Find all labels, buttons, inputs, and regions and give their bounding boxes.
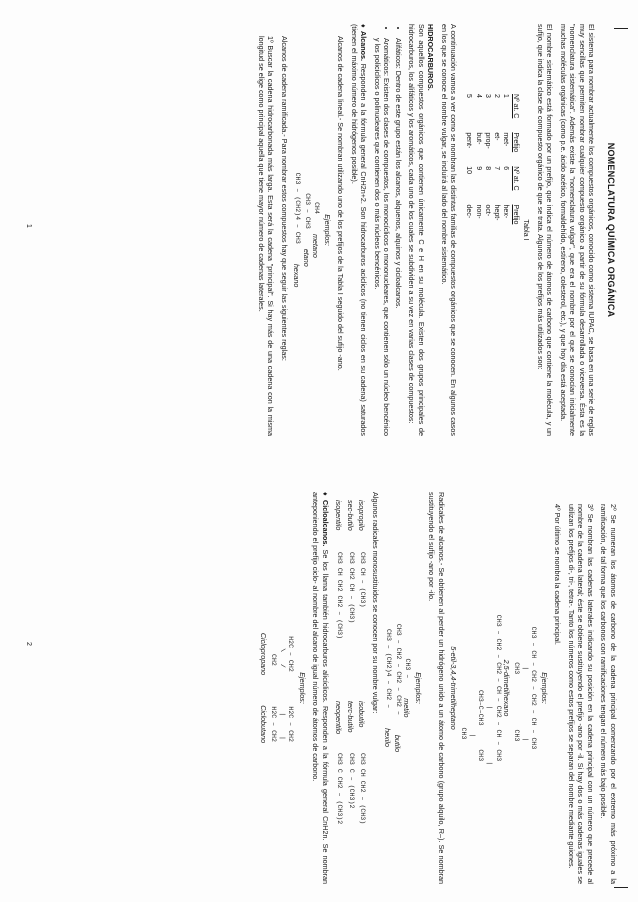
alcanos-ramificados: Alcanos de cadena ramificada.- Para nombrar estos compuestos hay que seguir las siguientes reglas:: [279, 36, 289, 361]
table-caption: Tabla I: [522, 219, 532, 241]
table-header-cell: Prefijo: [511, 132, 519, 153]
table-cell: oct-: [483, 204, 491, 217]
radical-name: neopentilo: [334, 701, 344, 735]
compound-name: hexano: [292, 263, 302, 288]
table-cell: hex-: [502, 204, 510, 219]
cyclo-item: [259, 705, 295, 743]
branched-examples: [449, 492, 549, 884]
table-header-cell: Prefijo: [511, 204, 519, 225]
intro-paragraph-1: El sistema para nombrar actualmente los compuestos orgánicos, conocido como sistema IUPAC, se basa en una serie de reglas muy sencillas que permiten nombrar cualquier compuesto orgánico a partir de su fórmula desarrollada o viceversa. Ésta es la "nomenclatura sistemática". Además existe la "nomenclatura vulgar", que era el nombre por el que se conocían inicialmente muchas moléculas orgánicas (como p.e. ácido acético, formaldehído, estireno, colesterol, etc.), y que hoy día está aceptada.: [558, 24, 597, 436]
cyclo-item: [259, 633, 295, 675]
compound-name: metano: [311, 233, 321, 258]
table-header-cell: Nº at. C: [511, 166, 519, 191]
table-header-cell: Nº at. C: [511, 94, 519, 119]
radicales-paragraph: Radicales de alcanos.- Se obtienen al perder un hidrógeno unido a un átomo de carbono (grupo alquilo, R–). Se nombran sustituyendo el sufijo -ano por -ilo.: [427, 492, 446, 884]
formula: CH3 – (CH2)4 – CH2 –: [385, 629, 393, 709]
example-row: [311, 24, 321, 436]
formula: CH3 – CH2 – CH2 – CH2 –: [394, 623, 402, 715]
table-row: [464, 94, 473, 238]
examples-label: Ejemplos:: [322, 214, 332, 246]
vulgar-radicals-grid: [334, 500, 367, 884]
compound-name: etano: [301, 248, 311, 267]
formula: CH3 CH2 CH – (CH3): [347, 552, 355, 624]
regla-2: 2º Se numeran los átomos de carbono de la cadena principal comenzando por el extremo más próximo a la ramificación, de tal forma que los carbonos con ramificaciones tengan el número más bajo posible.: [599, 504, 618, 884]
structural-formula: CH3 – CH2 – CH2 – CH – CH2 – CH – CH3 | | CH3–C–CH3 CH3 | CH3: [460, 614, 502, 766]
hidrocarburos-text: Son aquellos compuestos orgánicos que contienen únicamente C e H en su molécula. Existen dos grupos principales de hidrocarburos, los alifáticos y los aromáticos, cada uno de los cuales se subdividen a su vez en varias clases de compuestos:: [407, 24, 426, 436]
regla-4: 4º Por último se nombra la cadena principal.: [553, 504, 563, 645]
list-item: [345, 500, 355, 683]
table-header-row: [510, 94, 519, 238]
cicloalcanos-text: Se los llama también hidrocarburos alicíclicos. Responden a la fórmula general CnH2n. Se nombran anteponiendo el prefijo ciclo- al nombre del alcano de igual número de átomos de carbono.: [311, 492, 330, 884]
page-number-left: 1: [25, 224, 32, 228]
alcanos-lineales: Alcanos de cadena lineal.- Se nombran utilizando uno de los prefijos de la Tabla I seguido del sufijo -ano.: [336, 36, 346, 371]
table-cell: 4: [474, 94, 482, 98]
cyclo-examples: [259, 492, 307, 884]
table-cell: dec-: [465, 204, 473, 219]
table-cell: 2: [493, 94, 501, 98]
compound-name: hexilo: [383, 728, 393, 747]
vulgar-names-paragraph: Algunos radicales monosustituidos se conocen por su nombre vulgar:: [370, 492, 380, 714]
cyclo-row: [259, 492, 295, 884]
list-item: [334, 701, 344, 884]
right-page: [25, 492, 618, 884]
table-cell: met-: [502, 132, 510, 147]
examples-label: Ejemplos:: [297, 672, 307, 704]
example-row: [402, 492, 412, 884]
table-row: [473, 94, 482, 238]
table-cell: 5: [465, 94, 473, 98]
table-row: [492, 94, 501, 238]
table-row: [501, 94, 510, 238]
compound-name: 5-etil-3,4,4-trimetilheptano: [449, 646, 459, 730]
table-cell: 8: [483, 166, 491, 171]
list-item: [345, 701, 355, 884]
list-item: [334, 500, 344, 683]
table-cell: pent-: [465, 132, 473, 149]
table-cell: 7: [493, 166, 501, 171]
table-row: [483, 94, 492, 238]
example-row: [292, 24, 302, 436]
table-cell: 1: [502, 94, 510, 98]
page-number-right: 2: [25, 642, 32, 646]
formula: CH3 C – (CH3)2: [347, 753, 355, 809]
formula: CH3 C CH2 – (CH3)2: [336, 753, 344, 825]
list-item: [357, 500, 367, 683]
hidrocarburos-heading: HIDROCARBUROS.: [426, 24, 436, 91]
prefix-table: [464, 94, 519, 238]
table-cell: hept-: [493, 204, 501, 221]
table-cell: 3: [483, 94, 491, 98]
radical-name: isobutilo: [357, 701, 367, 728]
structural-formula: CH3 – CH – CH2 – CH2 – CH – CH3 | | CH3 CH3: [513, 626, 538, 750]
radical-examples: [383, 492, 423, 884]
hidrocarburos-list: [372, 24, 403, 436]
examples-label: Ejemplos:: [540, 672, 549, 704]
table-cell: non-: [474, 204, 482, 219]
table-cell: 10: [465, 166, 473, 174]
table-cell: et-: [493, 132, 501, 141]
radical-name: isopentilo: [334, 500, 344, 531]
alcanos-examples: [292, 24, 332, 436]
formula: CH4: [313, 202, 321, 214]
example-row: [392, 492, 402, 884]
regla-1: 1º Buscar la cadena hidrocarbonada más larga. Esta será la cadena "principal". Si hay más de una cadena con la misma longitud se elige como principal aquella que tiene mayor número de cadenas laterales.: [256, 36, 276, 436]
regla-3: 3º Se nombran las cadenas laterales indicando su posición en la cadena principal con un número que precede al nombre de la cadena lateral; éste se obtiene sustituyendo el prefijo -ano por -il. Si hay dos o más cadenas iguales se utilizan los prefijos di-, tri-, tetra-. Tanto los números como estos prefijos se separan del nombre mediante guiones.: [567, 504, 595, 884]
table-cell: 9: [474, 166, 482, 171]
radical-name: isopropilo: [357, 500, 367, 531]
left-page: [25, 24, 618, 437]
compound-name: 2,5-dimetilhexano: [502, 659, 512, 717]
list-item: • Aromáticos: Existen dos clases de compuestos, los monocíclicos o mononucleares, que contienen sólo un núcleo bencénico y los policíclicos o polinucleares que contienen dos o más núcleos bencénicos.: [372, 38, 391, 436]
radical-name: terc-butilo: [345, 701, 355, 733]
cicloalcanos-heading: Cicloalcanos.: [320, 500, 330, 547]
formula: CH3 CH CH2 – (CH3): [359, 753, 367, 825]
alcanos-text: Responden a la fórmula general CnH2n+2. Son hidrocarburos acíclicos (no tienen ciclos en su cadena) saturados (tienen el máximo número de hidrógenos posible).: [349, 24, 369, 437]
intro-paragraph-2: El nombre sistemático está formado por un prefijo, que indica el número de átomos de carbono que contiene la molécula, y un sufijo, que indica la clase de compuesto orgánico de que se trata. Algunos de los prefijos más utilizados son:: [535, 24, 555, 436]
table-cell: 6: [502, 166, 510, 171]
structural-formula: H2C – CH2 | | H2C – CH2: [269, 706, 295, 742]
compound-name: metilo: [402, 698, 412, 718]
table-cell: prop-: [483, 132, 491, 149]
compound-name: butilo: [392, 734, 402, 753]
list-item: [357, 701, 367, 884]
alcanos-heading: Alcanos.: [359, 31, 369, 61]
list-item: • Alifáticos: Dentro de este grupo están los alcanos, alquenos, alquinos y cicloalcanos.: [393, 38, 403, 436]
table-cell: but-: [474, 132, 482, 145]
example-row: [301, 24, 311, 436]
families-paragraph: A continuación vamos a ver como se nombran las distintas familias de compuestos orgánicos que se conocen. En algunos casos en los que se conoce el nombre vulgar, se incluirá al lado del nombre sistemático.: [439, 24, 459, 436]
formula: CH3 – CH3: [303, 193, 311, 229]
compound-name: Ciclobutano: [259, 705, 269, 744]
alcanos-paragraph: ♦ Alcanos. Responden a la fórmula general CnH2n+2. Son hidrocarburos acíclicos (no tienen ciclos en su cadena) saturados (tienen el máximo número de hidrógenos posible).: [349, 24, 369, 437]
examples-label: Ejemplos:: [413, 672, 423, 704]
formula: CH3 –: [404, 658, 412, 679]
cicloalcanos-paragraph: ♦ Cicloalcanos. Se los llama también hidrocarburos alicíclicos. Responden a la fórmula general CnH2n. Se nombran anteponiendo el prefijo ciclo- al nombre del alcano de igual número de átomos de carbono.: [311, 492, 330, 884]
formula: CH3 CH CH2 CH2 – (CH3): [336, 552, 344, 640]
radical-name: sec-butilo: [345, 500, 355, 531]
compound-name: Ciclopropano: [259, 632, 269, 676]
structural-formula: H2C – CH2 \ / CH2: [269, 636, 295, 672]
formula: CH3 CH – (CH3): [359, 552, 367, 608]
document-title: NOMENCLATURA QUÍMICA ORGÁNICA: [606, 142, 616, 318]
formula: CH3 – (CH2)4 – CH3: [294, 172, 302, 244]
example-row: [383, 492, 393, 884]
